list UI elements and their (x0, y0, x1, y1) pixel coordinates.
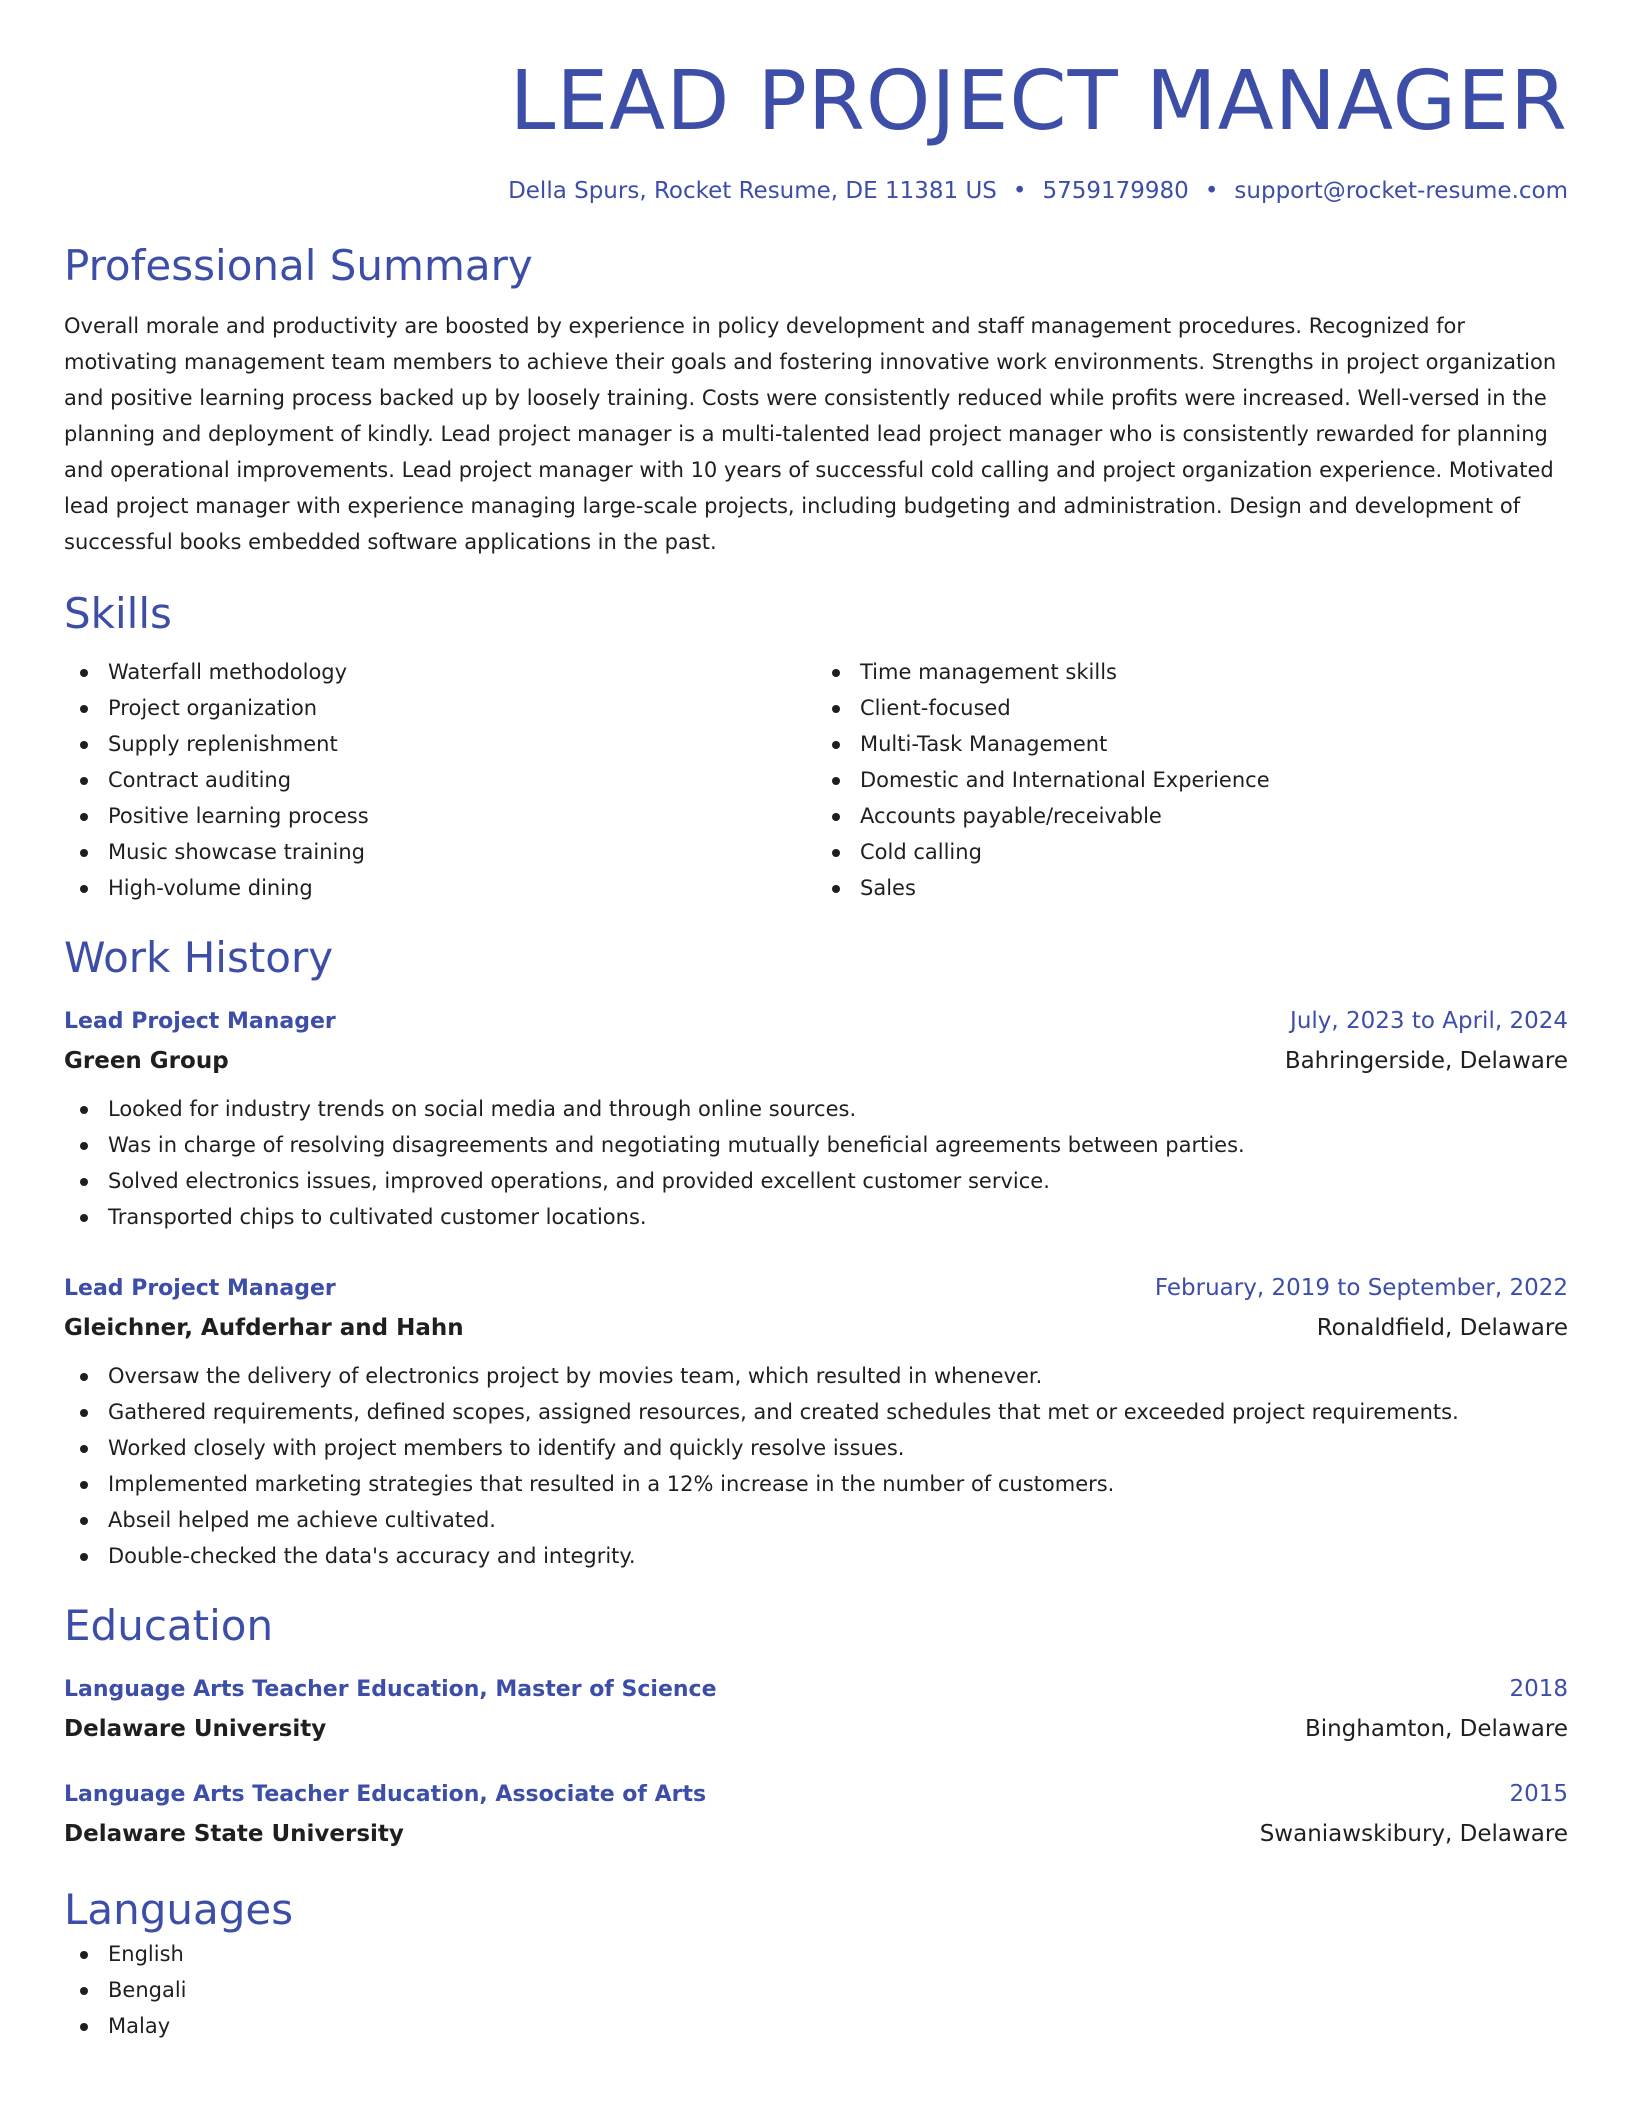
skills-columns (64, 654, 1568, 906)
job-company: Green Group (64, 1048, 229, 1074)
job-company-row (64, 1041, 1568, 1081)
skill-item: Project organization (64, 690, 816, 726)
contact-email: support@rocket-resume.com (1234, 178, 1568, 204)
education-section (64, 1600, 1568, 1854)
job-entry (64, 1002, 1568, 1235)
skill-item: Sales (816, 870, 1568, 906)
education-school-row (64, 1709, 1568, 1749)
job-location: Bahringerside, Delaware (1284, 1048, 1568, 1074)
skill-item: High-volume dining (64, 870, 816, 906)
job-bullet: Was in charge of resolving disagreements and negotiating mutually beneficial agreements between parties. (64, 1127, 1568, 1163)
education-degree: Language Arts Teacher Education, Associate of Arts (64, 1782, 707, 1807)
skill-item: Domestic and International Experience (816, 762, 1568, 798)
education-entry (64, 1670, 1568, 1749)
summary-heading: Professional Summary (64, 241, 533, 290)
job-bullet: Gathered requirements, defined scopes, assigned resources, and created schedules that met or exceeded project requirements. (64, 1394, 1568, 1430)
separator-dot: • (1012, 178, 1027, 204)
job-bullet: Implemented marketing strategies that resulted in a 12% increase in the number of customers. (64, 1466, 1568, 1502)
skill-item: Supply replenishment (64, 726, 816, 762)
professional-summary-section (64, 240, 1568, 560)
education-degree: Language Arts Teacher Education, Master of Science (64, 1677, 717, 1702)
skill-item: Contract auditing (64, 762, 816, 798)
education-school-row (64, 1814, 1568, 1854)
skill-item: Music showcase training (64, 834, 816, 870)
skill-item: Accounts payable/receivable (816, 798, 1568, 834)
job-bullet: Looked for industry trends on social media and through online sources. (64, 1091, 1568, 1127)
skill-item: Positive learning process (64, 798, 816, 834)
language-item: English (64, 1936, 1568, 1972)
education-school: Delaware University (64, 1716, 327, 1742)
education-location: Swaniawskibury, Delaware (1259, 1821, 1568, 1847)
job-bullet: Transported chips to cultivated customer locations. (64, 1199, 1568, 1235)
job-header-row (64, 1002, 1568, 1041)
contact-address: Della Spurs, Rocket Resume, DE 11381 US (508, 178, 997, 204)
education-header-row (64, 1670, 1568, 1709)
job-bullet: Solved electronics issues, improved operations, and provided excellent customer service. (64, 1163, 1568, 1199)
skill-item: Waterfall methodology (64, 654, 816, 690)
job-bullet: Abseil helped me achieve cultivated. (64, 1502, 1568, 1538)
languages-heading: Languages (64, 1885, 294, 1934)
job-title: LEAD PROJECT MANAGER (509, 54, 1568, 149)
job-role: Lead Project Manager (64, 1276, 336, 1301)
education-location: Binghamton, Delaware (1304, 1716, 1568, 1742)
job-header-row (64, 1269, 1568, 1308)
job-bullets (64, 1091, 1568, 1235)
skill-item: Client-focused (816, 690, 1568, 726)
languages-list (64, 1936, 1568, 2044)
skill-item: Multi-Task Management (816, 726, 1568, 762)
languages-section (64, 1884, 1568, 2044)
job-dates: February, 2019 to September, 2022 (1154, 1275, 1568, 1301)
skills-list-right (816, 654, 1568, 906)
job-dates: July, 2023 to April, 2024 (1290, 1008, 1568, 1034)
skill-item: Time management skills (816, 654, 1568, 690)
education-school: Delaware State University (64, 1821, 404, 1847)
resume-header (64, 0, 1568, 208)
summary-text: Overall morale and productivity are boosted by experience in policy development and staff management procedures. Recognized for motivating management team members to achieve their goals and fostering innovative work environments. Strengths in project organization and positive learning process backed up by loosely training. Costs were consistently reduced while profits were increased. Well-versed in the planning and deployment of kindly. Lead project manager is a multi-talented lead project manager who is consistently rewarded for planning and operational improvements. Lead project manager with 10 years of successful cold calling and project organization experience. Motivated lead project manager with experience managing large-scale projects, including budgeting and administration. Design and development of successful books embedded software applications in the past. (64, 314, 1557, 554)
education-year: 2015 (1509, 1781, 1568, 1807)
work-history-section (64, 932, 1568, 1574)
work-history-heading: Work History (64, 933, 334, 982)
job-bullets (64, 1358, 1568, 1574)
job-bullet: Worked closely with project members to identify and quickly resolve issues. (64, 1430, 1568, 1466)
contact-line (64, 174, 1568, 208)
job-bullet: Oversaw the delivery of electronics project by movies team, which resulted in whenever. (64, 1358, 1568, 1394)
job-location: Ronaldfield, Delaware (1316, 1315, 1568, 1341)
skill-item: Cold calling (816, 834, 1568, 870)
language-item: Malay (64, 2008, 1568, 2044)
contact-phone: 5759179980 (1042, 178, 1189, 204)
language-item: Bengali (64, 1972, 1568, 2008)
job-company: Gleichner, Aufderhar and Hahn (64, 1315, 464, 1341)
education-heading: Education (64, 1601, 274, 1650)
skills-heading: Skills (64, 589, 172, 638)
skills-list-left (64, 654, 816, 906)
education-entry (64, 1775, 1568, 1854)
education-header-row (64, 1775, 1568, 1814)
job-entry (64, 1269, 1568, 1574)
separator-dot: • (1204, 178, 1219, 204)
job-company-row (64, 1308, 1568, 1348)
skills-section (64, 588, 1568, 906)
education-year: 2018 (1509, 1676, 1568, 1702)
job-bullet: Double-checked the data's accuracy and integrity. (64, 1538, 1568, 1574)
job-role: Lead Project Manager (64, 1009, 336, 1034)
